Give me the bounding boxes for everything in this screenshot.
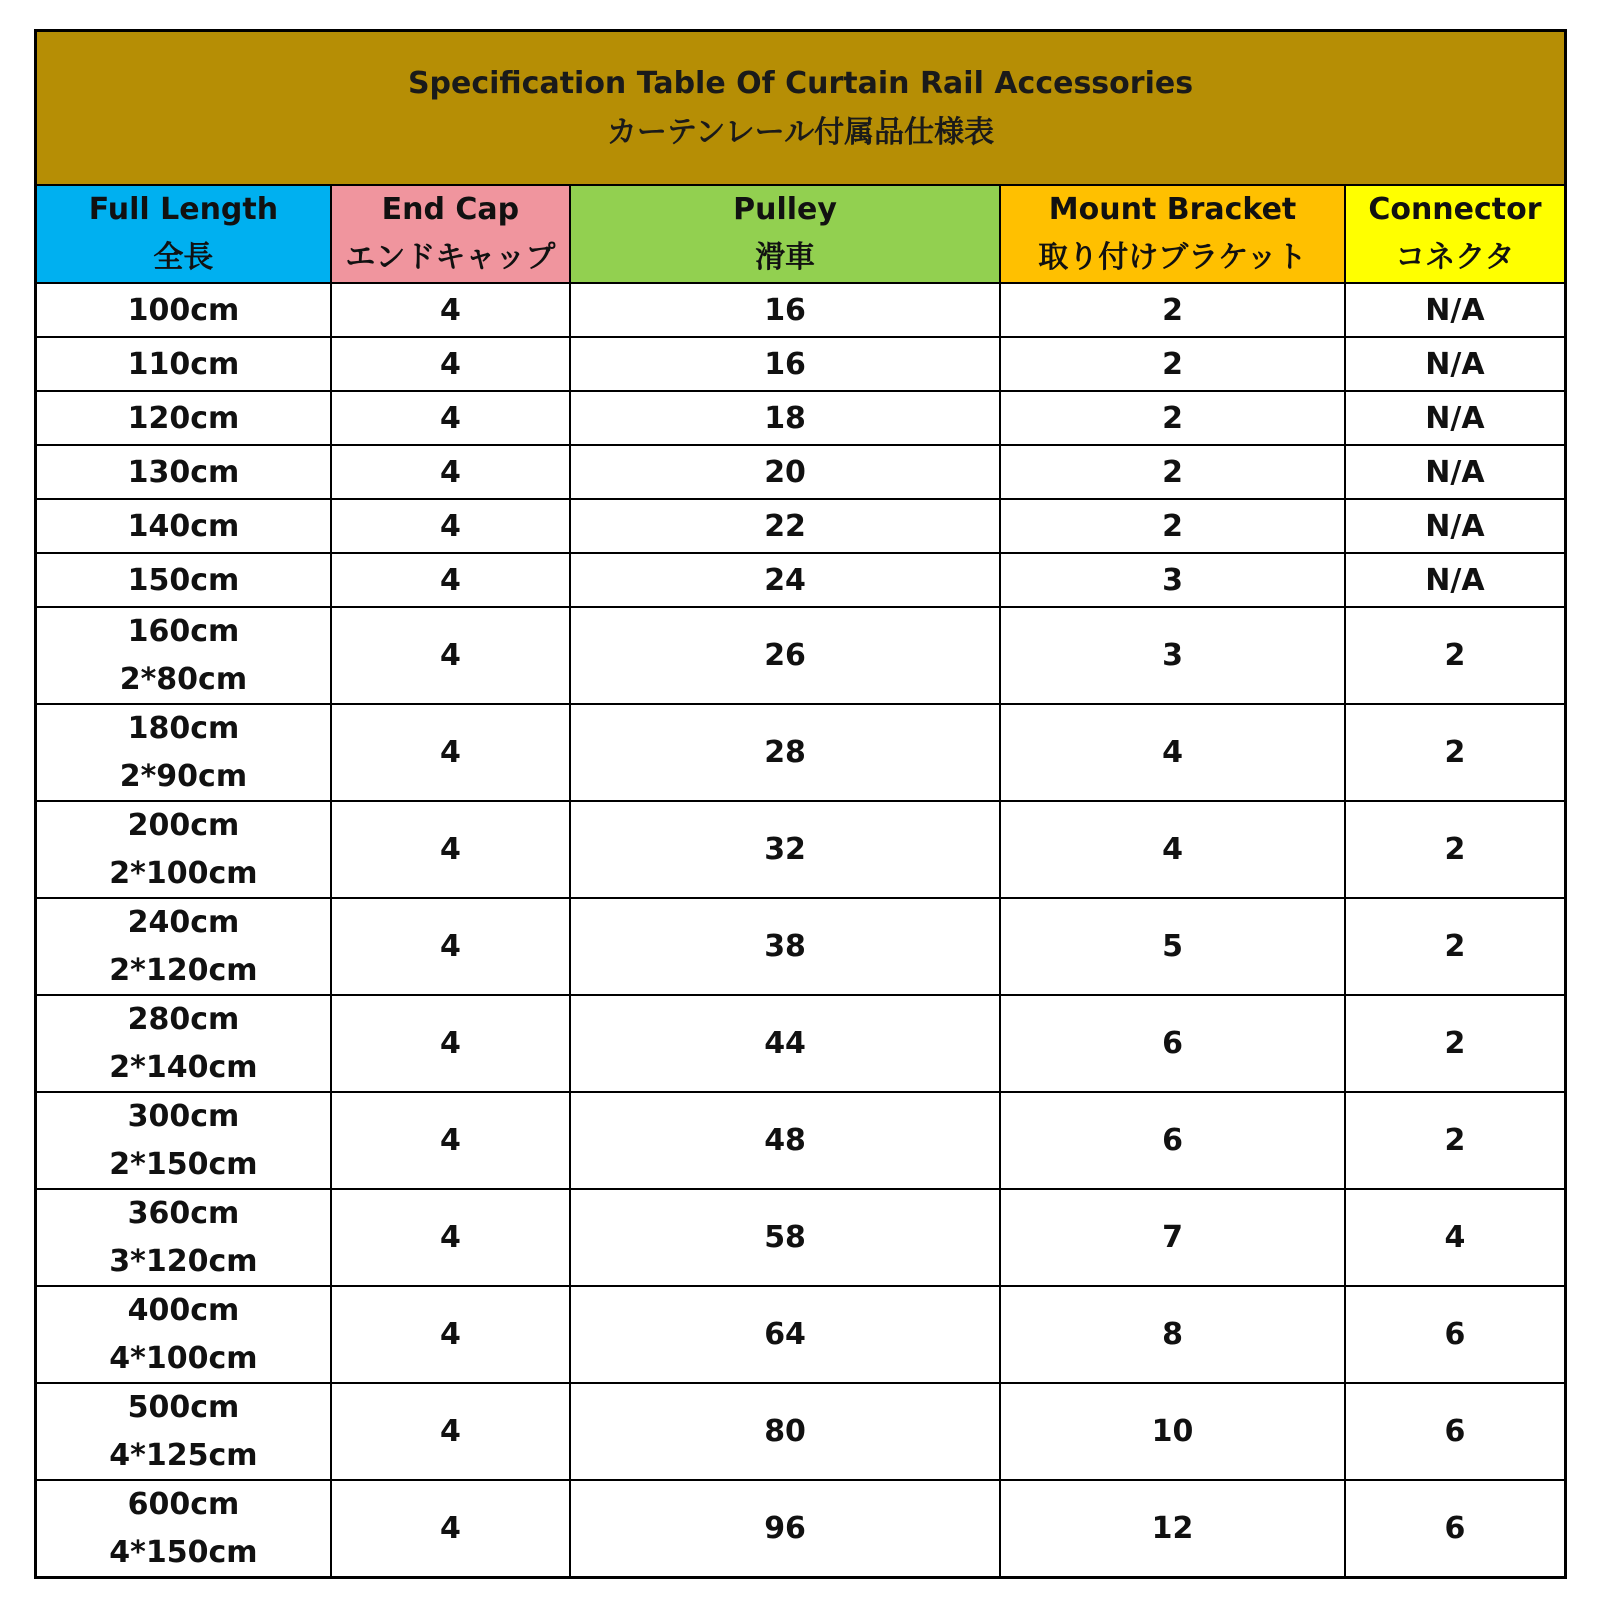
header-label-ja: エンドキャップ <box>345 240 556 275</box>
cell-mount-bracket-value: 6 <box>1162 1122 1183 1158</box>
header-label-en: Pulley <box>733 192 837 227</box>
cell-pulley <box>571 500 1001 552</box>
table-row <box>37 899 1564 996</box>
cell-mount-bracket-value: 2 <box>1162 400 1183 436</box>
cell-mount-bracket <box>1001 392 1346 444</box>
cell-full-length <box>37 705 332 800</box>
cell-mount-bracket-value: 2 <box>1162 292 1183 328</box>
header-label-ja: コネクタ <box>1395 240 1515 275</box>
cell-pulley <box>571 284 1001 336</box>
cell-connector <box>1346 1287 1564 1382</box>
cell-connector-value: 2 <box>1444 734 1466 770</box>
cell-pulley <box>571 1384 1001 1479</box>
cell-connector-value: 6 <box>1444 1510 1466 1546</box>
cell-pulley <box>571 338 1001 390</box>
header-full-length <box>37 186 332 282</box>
cell-mount-bracket <box>1001 608 1346 703</box>
cell-full-length-value: 300cm <box>127 1098 240 1134</box>
cell-pulley-value: 16 <box>764 346 806 382</box>
cell-full-length-value: 500cm <box>127 1389 240 1425</box>
cell-full-length-value: 400cm <box>127 1292 240 1328</box>
cell-connector-value: N/A <box>1425 508 1485 544</box>
cell-connector <box>1346 802 1564 897</box>
table-body <box>37 284 1564 1576</box>
cell-full-length <box>37 899 332 994</box>
cell-pulley-value: 26 <box>764 637 806 673</box>
cell-pulley <box>571 608 1001 703</box>
cell-pulley-value: 38 <box>764 928 806 964</box>
cell-pulley <box>571 1093 1001 1188</box>
cell-connector-value: 2 <box>1444 928 1466 964</box>
cell-full-length-value: 200cm <box>127 807 240 843</box>
cell-pulley-value: 48 <box>764 1122 806 1158</box>
cell-full-length <box>37 608 332 703</box>
table-row <box>37 705 1564 802</box>
cell-mount-bracket <box>1001 802 1346 897</box>
cell-connector-value: N/A <box>1425 346 1485 382</box>
cell-mount-bracket-value: 6 <box>1162 1025 1183 1061</box>
cell-end-cap-value: 4 <box>439 454 461 490</box>
table-title-en: Specification Table Of Curtain Rail Accessories <box>407 66 1194 101</box>
cell-full-length-value: 360cm <box>127 1195 240 1231</box>
cell-full-length <box>37 1190 332 1285</box>
cell-sections-value: 4*150cm <box>109 1534 258 1570</box>
cell-pulley <box>571 899 1001 994</box>
cell-connector-value: N/A <box>1425 292 1485 328</box>
header-mount-bracket <box>1001 186 1346 282</box>
cell-pulley <box>571 446 1001 498</box>
cell-connector <box>1346 284 1564 336</box>
cell-pulley <box>571 996 1001 1091</box>
cell-mount-bracket-value: 5 <box>1162 928 1183 964</box>
cell-mount-bracket <box>1001 1093 1346 1188</box>
cell-mount-bracket <box>1001 446 1346 498</box>
cell-sections-value: 2*90cm <box>119 758 248 794</box>
cell-end-cap <box>332 1190 571 1285</box>
cell-mount-bracket <box>1001 1481 1346 1576</box>
cell-mount-bracket <box>1001 554 1346 606</box>
header-label-en: End Cap <box>381 192 520 227</box>
cell-full-length <box>37 1384 332 1479</box>
cell-pulley <box>571 1481 1001 1576</box>
cell-connector <box>1346 392 1564 444</box>
cell-full-length <box>37 284 332 336</box>
cell-mount-bracket <box>1001 705 1346 800</box>
cell-full-length <box>37 554 332 606</box>
cell-pulley-value: 32 <box>764 831 806 867</box>
header-label-en: Connector <box>1368 192 1542 227</box>
cell-connector <box>1346 996 1564 1091</box>
cell-connector-value: 2 <box>1444 1025 1466 1061</box>
cell-connector <box>1346 554 1564 606</box>
cell-end-cap-value: 4 <box>439 1025 461 1061</box>
cell-sections-value: 2*150cm <box>109 1146 258 1182</box>
header-connector <box>1346 186 1564 282</box>
header-label-en: Mount Bracket <box>1048 192 1297 227</box>
cell-end-cap <box>332 802 571 897</box>
table-row <box>37 500 1564 554</box>
cell-mount-bracket <box>1001 338 1346 390</box>
cell-full-length <box>37 1093 332 1188</box>
cell-full-length-value: 100cm <box>127 292 240 328</box>
cell-end-cap-value: 4 <box>439 1219 461 1255</box>
cell-full-length <box>37 1481 332 1576</box>
header-end-cap <box>332 186 571 282</box>
cell-pulley <box>571 392 1001 444</box>
cell-full-length-value: 160cm <box>127 613 240 649</box>
cell-connector-value: N/A <box>1425 454 1485 490</box>
header-pulley <box>571 186 1001 282</box>
table-title-ja: カーテンレール付属品仕様表 <box>606 115 995 150</box>
cell-connector <box>1346 705 1564 800</box>
cell-mount-bracket-value: 2 <box>1162 454 1183 490</box>
table-row <box>37 1093 1564 1190</box>
cell-connector <box>1346 899 1564 994</box>
cell-end-cap <box>332 899 571 994</box>
cell-pulley-value: 16 <box>764 292 806 328</box>
cell-connector <box>1346 1481 1564 1576</box>
cell-pulley-value: 28 <box>764 734 806 770</box>
cell-mount-bracket-value: 3 <box>1162 562 1183 598</box>
cell-full-length-value: 240cm <box>127 904 240 940</box>
cell-pulley-value: 44 <box>764 1025 806 1061</box>
cell-end-cap-value: 4 <box>439 928 461 964</box>
cell-connector <box>1346 338 1564 390</box>
cell-connector-value: N/A <box>1425 400 1485 436</box>
cell-mount-bracket-value: 10 <box>1151 1413 1194 1449</box>
cell-full-length <box>37 802 332 897</box>
table-row <box>37 338 1564 392</box>
cell-end-cap-value: 4 <box>439 292 461 328</box>
cell-end-cap <box>332 554 571 606</box>
cell-connector <box>1346 500 1564 552</box>
cell-end-cap <box>332 446 571 498</box>
header-label-ja: 全長 <box>153 240 214 275</box>
table-row <box>37 996 1564 1093</box>
header-label-ja: 取り付けブラケット <box>1038 240 1307 275</box>
cell-end-cap-value: 4 <box>439 734 461 770</box>
cell-end-cap <box>332 338 571 390</box>
cell-end-cap <box>332 1481 571 1576</box>
cell-pulley-value: 20 <box>764 454 806 490</box>
cell-pulley-value: 58 <box>764 1219 806 1255</box>
table-row <box>37 446 1564 500</box>
cell-connector <box>1346 446 1564 498</box>
cell-mount-bracket <box>1001 1384 1346 1479</box>
cell-pulley-value: 18 <box>764 400 806 436</box>
cell-end-cap <box>332 392 571 444</box>
cell-pulley-value: 96 <box>764 1510 806 1546</box>
cell-end-cap-value: 4 <box>439 1413 461 1449</box>
cell-mount-bracket-value: 4 <box>1162 734 1183 770</box>
table-row <box>37 1384 1564 1481</box>
cell-mount-bracket <box>1001 899 1346 994</box>
table-title <box>37 32 1564 186</box>
cell-end-cap <box>332 1384 571 1479</box>
cell-sections-value: 2*80cm <box>119 661 248 697</box>
cell-pulley-value: 64 <box>764 1316 806 1352</box>
cell-connector-value: 6 <box>1444 1316 1466 1352</box>
cell-mount-bracket-value: 4 <box>1162 831 1183 867</box>
cell-sections-value: 2*140cm <box>109 1049 258 1085</box>
cell-sections-value: 4*125cm <box>109 1437 258 1473</box>
cell-full-length-value: 110cm <box>127 346 240 382</box>
cell-end-cap-value: 4 <box>439 831 461 867</box>
cell-full-length-value: 130cm <box>127 454 240 490</box>
cell-connector <box>1346 1190 1564 1285</box>
cell-mount-bracket <box>1001 1287 1346 1382</box>
cell-full-length-value: 600cm <box>127 1486 240 1522</box>
cell-connector-value: 2 <box>1444 1122 1466 1158</box>
table-row <box>37 284 1564 338</box>
cell-end-cap <box>332 608 571 703</box>
table-row <box>37 1287 1564 1384</box>
table-row <box>37 802 1564 899</box>
table-row <box>37 608 1564 705</box>
cell-end-cap-value: 4 <box>439 1510 461 1546</box>
table-row <box>37 554 1564 608</box>
cell-mount-bracket-value: 8 <box>1162 1316 1183 1352</box>
cell-connector-value: N/A <box>1425 562 1485 598</box>
cell-end-cap <box>332 500 571 552</box>
cell-mount-bracket <box>1001 996 1346 1091</box>
header-row <box>37 186 1564 284</box>
table-row <box>37 1190 1564 1287</box>
cell-pulley-value: 24 <box>764 562 806 598</box>
cell-connector-value: 2 <box>1444 831 1466 867</box>
cell-end-cap-value: 4 <box>439 346 461 382</box>
spec-table <box>34 29 1567 1579</box>
cell-end-cap-value: 4 <box>439 400 461 436</box>
cell-full-length <box>37 996 332 1091</box>
cell-mount-bracket-value: 3 <box>1162 637 1183 673</box>
cell-end-cap-value: 4 <box>439 508 461 544</box>
cell-end-cap <box>332 1287 571 1382</box>
cell-pulley <box>571 705 1001 800</box>
cell-end-cap-value: 4 <box>439 1316 461 1352</box>
cell-full-length <box>37 500 332 552</box>
cell-connector <box>1346 1384 1564 1479</box>
cell-sections-value: 2*100cm <box>109 855 258 891</box>
cell-mount-bracket <box>1001 284 1346 336</box>
cell-end-cap <box>332 705 571 800</box>
cell-full-length-value: 140cm <box>127 508 240 544</box>
cell-full-length-value: 150cm <box>127 562 240 598</box>
cell-end-cap <box>332 284 571 336</box>
cell-mount-bracket-value: 2 <box>1162 508 1183 544</box>
table-row <box>37 392 1564 446</box>
cell-end-cap <box>332 996 571 1091</box>
cell-connector <box>1346 608 1564 703</box>
cell-full-length <box>37 392 332 444</box>
cell-end-cap-value: 4 <box>439 1122 461 1158</box>
cell-mount-bracket-value: 2 <box>1162 346 1183 382</box>
cell-connector-value: 6 <box>1444 1413 1466 1449</box>
cell-sections-value: 4*100cm <box>109 1340 258 1376</box>
cell-full-length <box>37 446 332 498</box>
cell-end-cap <box>332 1093 571 1188</box>
cell-pulley <box>571 1287 1001 1382</box>
cell-full-length-value: 120cm <box>127 400 240 436</box>
cell-full-length-value: 280cm <box>127 1001 240 1037</box>
cell-mount-bracket <box>1001 1190 1346 1285</box>
cell-mount-bracket <box>1001 500 1346 552</box>
cell-pulley <box>571 1190 1001 1285</box>
cell-mount-bracket-value: 7 <box>1162 1219 1183 1255</box>
table-row <box>37 1481 1564 1576</box>
header-label-en: Full Length <box>88 192 279 227</box>
header-label-ja: 滑車 <box>755 240 816 275</box>
cell-mount-bracket-value: 12 <box>1151 1510 1194 1546</box>
cell-pulley-value: 22 <box>764 508 806 544</box>
cell-pulley-value: 80 <box>764 1413 806 1449</box>
cell-connector-value: 4 <box>1444 1219 1466 1255</box>
cell-connector-value: 2 <box>1444 637 1466 673</box>
cell-full-length-value: 180cm <box>127 710 240 746</box>
cell-sections-value: 3*120cm <box>109 1243 258 1279</box>
cell-full-length <box>37 1287 332 1382</box>
cell-connector <box>1346 1093 1564 1188</box>
cell-end-cap-value: 4 <box>439 637 461 673</box>
cell-pulley <box>571 802 1001 897</box>
cell-pulley <box>571 554 1001 606</box>
cell-sections-value: 2*120cm <box>109 952 258 988</box>
cell-full-length <box>37 338 332 390</box>
cell-end-cap-value: 4 <box>439 562 461 598</box>
